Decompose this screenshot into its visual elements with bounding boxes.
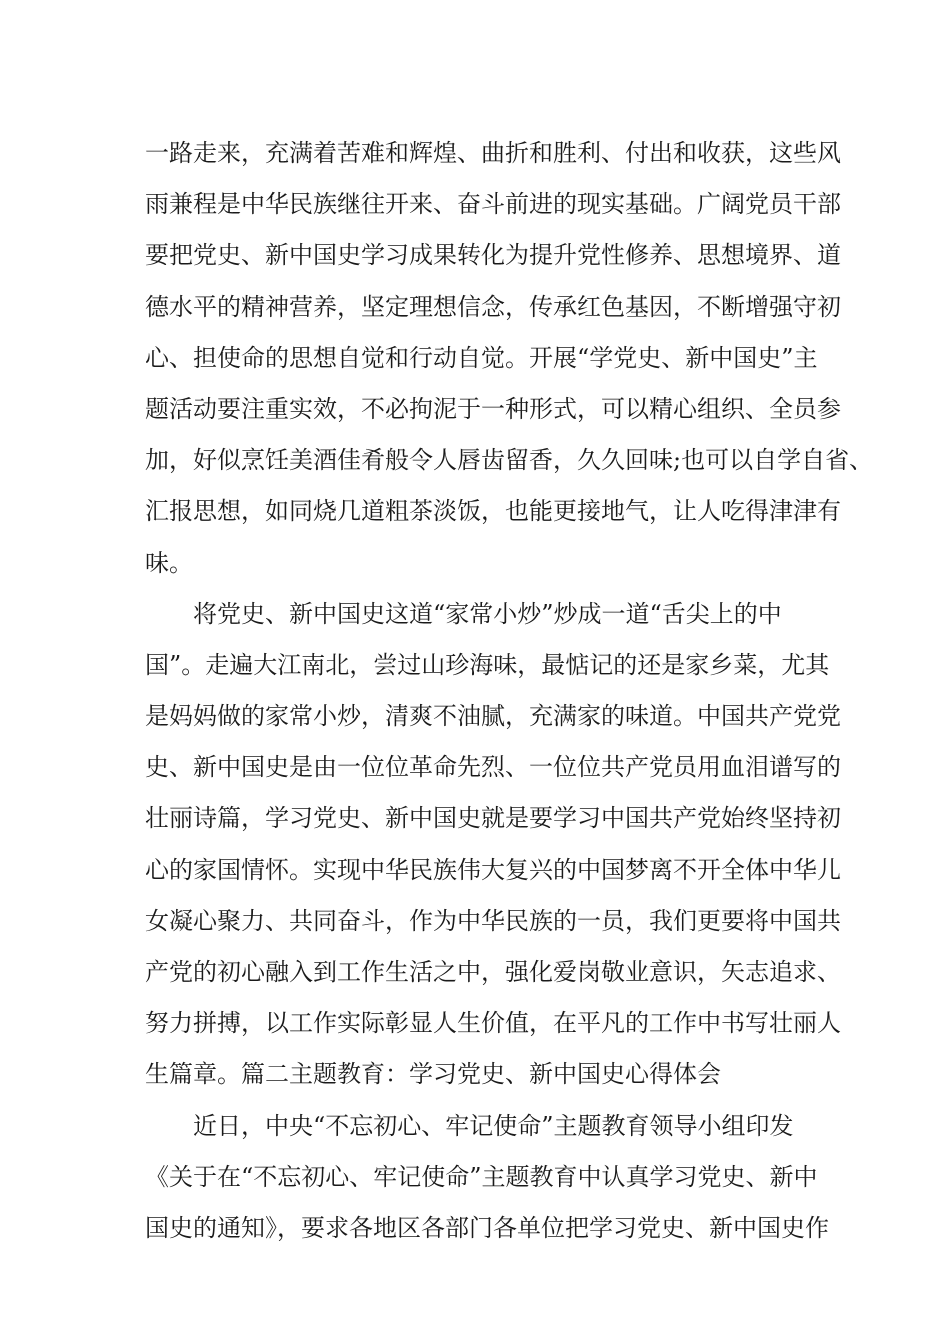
text-line: 雨兼程是中华民族继往开来、奋斗前进的现实基础。广阔党员干部: [145, 190, 841, 219]
paragraph-1: [145, 128, 874, 589]
text-line: 生篇章。篇二主题教育：学习党史、新中国史心得体会: [145, 1060, 721, 1089]
text-line: 味。: [145, 548, 193, 577]
text-line: 近日，中央“不忘初心、牢记使命”主题教育领导小组印发: [193, 1111, 794, 1140]
text-line: 壮丽诗篇，学习党史、新中国史就是要学习中国共产党始终坚持初: [145, 804, 841, 833]
document-body: [145, 128, 874, 1254]
text-line: 要把党史、新中国史学习成果转化为提升党性修养、思想境界、道: [145, 241, 841, 270]
text-line: 题活动要注重实效，不必拘泥于一种形式，可以精心组织、全员参: [145, 394, 841, 423]
text-line: 努力拼搏，以工作实际彰显人生价值，在平凡的工作中书写壮丽人: [145, 1009, 841, 1038]
text-line: 加，好似烹饪美酒佳肴般令人唇齿留香，久久回味;也可以自学自省、: [145, 446, 874, 475]
text-line: 《关于在“不忘初心、牢记使命”主题教育中认真学习党史、新中: [145, 1162, 818, 1191]
text-line: 德水平的精神营养，坚定理想信念，传承红色基因，不断增强守初: [145, 292, 841, 321]
text-line: 史、新中国史是由一位位革命先烈、一位位共产党员用血泪谱写的: [145, 753, 841, 782]
text-line: 一路走来，充满着苦难和辉煌、曲折和胜利、付出和收获，这些风: [145, 139, 841, 167]
text-line: 汇报思想，如同烧几道粗茶淡饭，也能更接地气，让人吃得津津有: [145, 497, 841, 526]
paragraph-3: [145, 1101, 829, 1255]
text-line: 产党的初心融入到工作生活之中，强化爱岗敬业意识，矢志追求、: [145, 958, 841, 986]
text-line: 国”。走遍大江南北，尝过山珍海味，最惦记的还是家乡菜，尤其: [145, 650, 830, 679]
text-line: 心的家国情怀。实现中华民族伟大复兴的中国梦离不开全体中华儿: [145, 855, 841, 884]
text-line: 是妈妈做的家常小炒，清爽不油腻，充满家的味道。中国共产党党: [145, 702, 841, 731]
text-line: 将党史、新中国史这道“家常小炒”炒成一道“舌尖上的中: [193, 599, 782, 628]
text-line: 女凝心聚力、共同奋斗，作为中华民族的一员，我们更要将中国共: [145, 906, 841, 935]
text-line: 国史的通知》，要求各地区各部门各单位把学习党史、新中国史作: [145, 1213, 829, 1242]
text-line: 心、担使命的思想自觉和行动自觉。开展“学党史、新中国史”主: [145, 343, 818, 372]
paragraph-2: [145, 589, 841, 1101]
